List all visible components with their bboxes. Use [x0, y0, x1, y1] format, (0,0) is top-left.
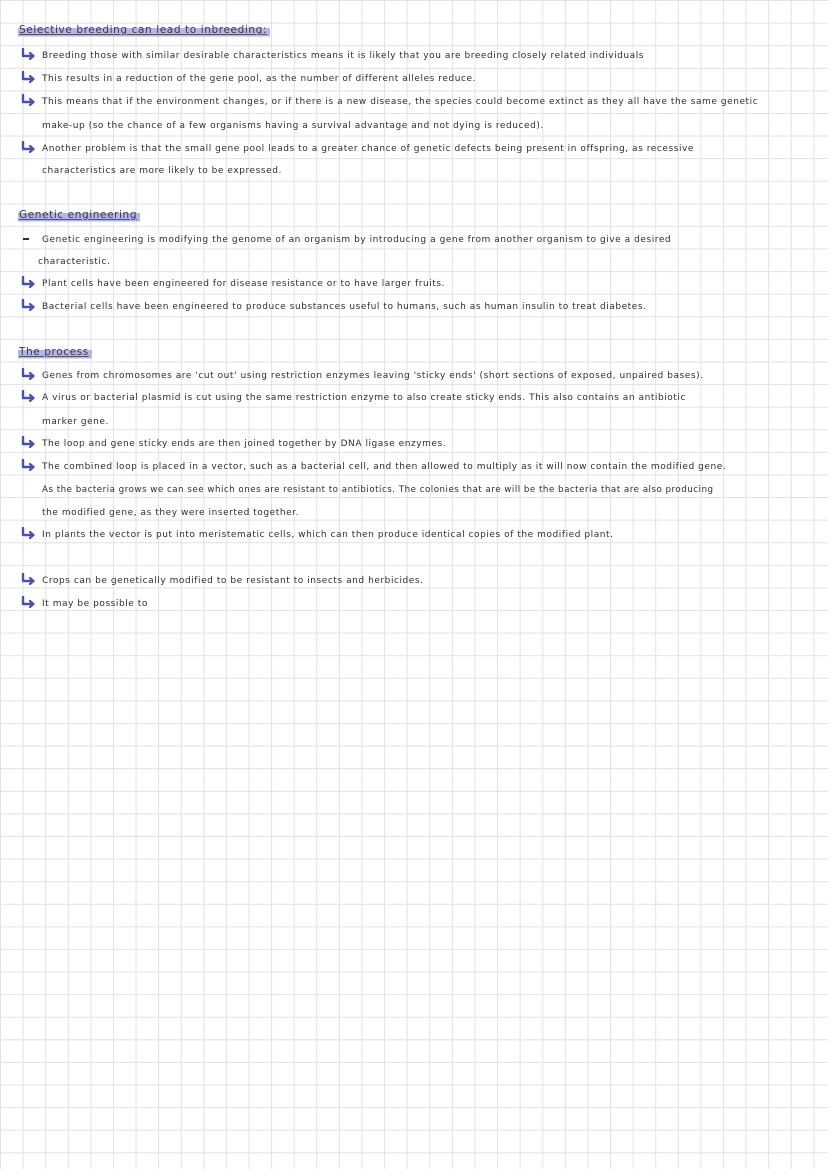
note-line: It may be possible to	[42, 599, 148, 609]
heading-the-process: The process	[18, 346, 92, 359]
note-line: Plant cells have been engineered for disease resistance or to have larger fruits.	[42, 279, 445, 289]
note-line: characteristics are more likely to be expressed.	[42, 166, 282, 176]
note-line: Crops can be genetically modified to be resistant to insects and herbicides.	[42, 576, 424, 586]
note-line: make-up (so the chance of a few organisms having a survival advantage and not dying is reduced).	[42, 121, 544, 131]
dash-bullet-icon	[23, 238, 29, 240]
arrow-bullet-icon	[20, 368, 36, 380]
heading-selective-breeding: Selective breeding can lead to inbreeding:	[18, 24, 270, 37]
note-line: This means that if the environment changes, or if there is a new disease, the species could become extinct as they all have the same genetic	[42, 97, 759, 107]
arrow-bullet-icon	[20, 141, 36, 153]
arrow-bullet-icon	[20, 573, 36, 585]
note-line: Another problem is that the small gene pool leads to a greater chance of genetic defects being present in offspring, as recessive	[42, 144, 694, 154]
note-line: marker gene.	[42, 417, 109, 427]
arrow-bullet-icon	[20, 390, 36, 402]
note-line: The loop and gene sticky ends are then joined together by DNA ligase enzymes.	[42, 439, 447, 449]
note-line: Bacterial cells have been engineered to produce substances useful to humans, such as human insulin to treat diabetes.	[42, 302, 647, 312]
arrow-bullet-icon	[20, 94, 36, 106]
arrow-bullet-icon	[20, 436, 36, 448]
note-line: The combined loop is placed in a vector, such as a bacterial cell, and then allowed to multiply as it will now contain the modified gene.	[42, 462, 727, 472]
note-line: characteristic.	[38, 257, 111, 267]
note-line: A virus or bacterial plasmid is cut using the same restriction enzyme to also create sticky ends. This also contains an antibiotic	[42, 393, 686, 403]
note-line: Genetic engineering is modifying the genome of an organism by introducing a gene from another organism to give a desired	[42, 235, 672, 245]
arrow-bullet-icon	[20, 459, 36, 471]
arrow-bullet-icon	[20, 596, 36, 608]
note-line: Genes from chromosomes are 'cut out' using restriction enzymes leaving 'sticky ends' (short sections of exposed, unpaired bases).	[42, 371, 704, 381]
note-line: the modified gene, as they were inserted together.	[42, 508, 299, 518]
arrow-bullet-icon	[20, 71, 36, 83]
arrow-bullet-icon	[20, 276, 36, 288]
heading-genetic-engineering: Genetic engineering	[18, 209, 140, 222]
note-line: In plants the vector is put into meristematic cells, which can then produce identical copies of the modified plant.	[42, 530, 614, 540]
arrow-bullet-icon	[20, 527, 36, 539]
arrow-bullet-icon	[20, 299, 36, 311]
arrow-bullet-icon	[20, 48, 36, 60]
note-line: Breeding those with similar desirable characteristics means it is likely that you are breeding closely related individuals	[42, 51, 645, 61]
note-line: As the bacteria grows we can see which ones are resistant to antibiotics. The colonies that are will be the bacteria that are also producing	[42, 485, 714, 495]
note-line: This results in a reduction of the gene pool, as the number of different alleles reduce.	[42, 74, 476, 84]
